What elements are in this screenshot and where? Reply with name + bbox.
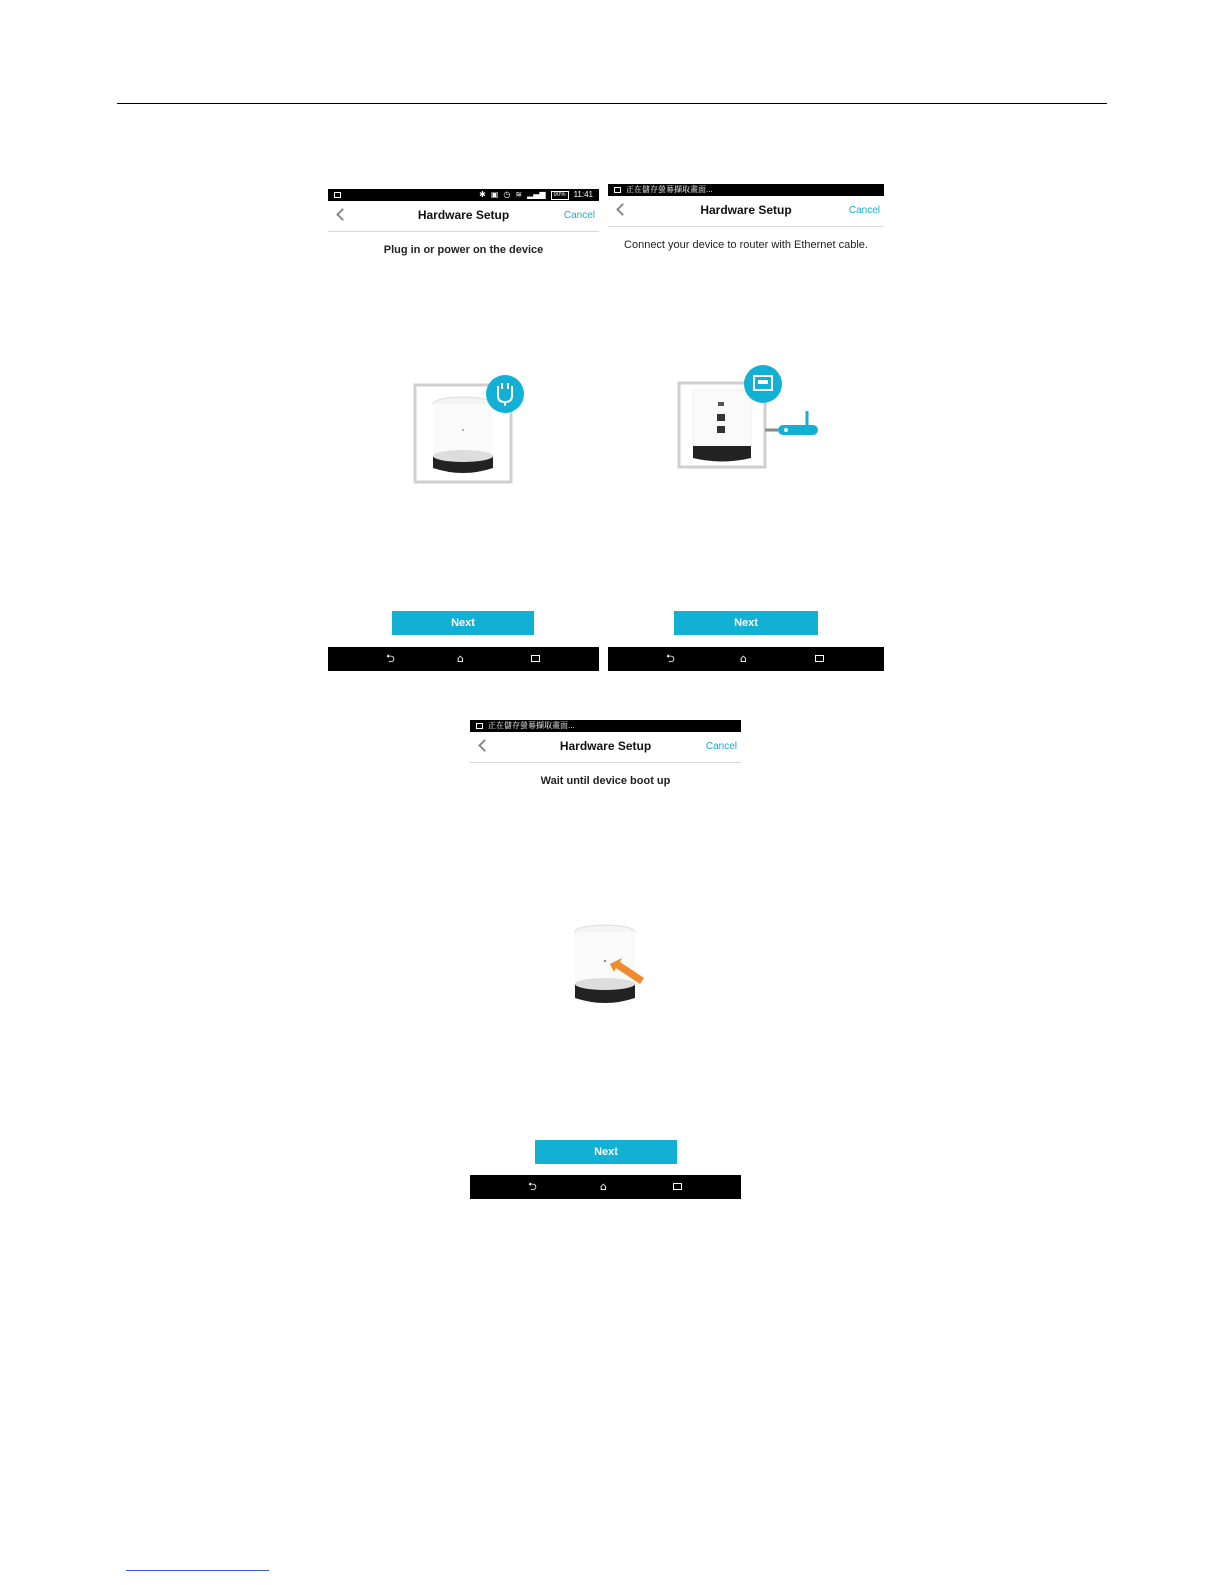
navigation-bar — [608, 647, 884, 671]
screen-ethernet — [608, 184, 884, 671]
header-title: Hardware Setup — [700, 203, 792, 217]
header-title: Hardware Setup — [559, 739, 652, 753]
instruction-text: Connect your device to router with Ethernet cable. — [624, 239, 868, 251]
nav-recent-icon[interactable] — [815, 655, 824, 662]
bluetooth-icon: ✱ — [479, 190, 486, 199]
screen-boot-up — [470, 720, 741, 1199]
status-bar — [328, 189, 599, 201]
nfc-icon: ▣ — [490, 190, 499, 199]
next-button[interactable]: Next — [392, 611, 534, 635]
cancel-button[interactable]: Cancel — [705, 741, 737, 752]
status-text: 正在儲存螢幕擷取畫面... — [626, 185, 713, 194]
nav-back-icon[interactable]: ⮌ — [386, 652, 395, 665]
screenshot-icon — [334, 192, 341, 198]
device-plug-illustration — [412, 374, 527, 486]
status-time: 11:41 — [573, 190, 593, 199]
alarm-icon: ◷ — [503, 190, 511, 199]
cancel-button[interactable]: Cancel — [848, 205, 880, 216]
app-header — [470, 732, 741, 763]
navigation-bar — [470, 1175, 741, 1199]
screenshot-icon — [614, 187, 621, 193]
device-ethernet-illustration — [676, 364, 826, 469]
cancel-button[interactable]: Cancel — [563, 210, 595, 221]
app-header — [608, 196, 884, 227]
plug-icon — [486, 375, 524, 413]
nav-recent-icon[interactable] — [673, 1183, 682, 1190]
navigation-bar — [328, 647, 599, 671]
nav-home-icon[interactable]: ⌂ — [600, 1180, 607, 1193]
nav-home-icon[interactable]: ⌂ — [457, 652, 464, 665]
nav-home-icon[interactable]: ⌂ — [740, 652, 747, 665]
status-bar — [470, 720, 741, 732]
nav-recent-icon[interactable] — [531, 655, 540, 662]
status-bar — [608, 184, 884, 196]
nav-back-icon[interactable]: ⮌ — [528, 1180, 537, 1193]
wifi-icon: ≋ — [515, 190, 523, 199]
instruction-text: Plug in or power on the device — [383, 244, 544, 256]
signal-icon: ▂▄▆ — [527, 190, 546, 199]
footer-link-underline — [126, 1570, 269, 1571]
header-title: Hardware Setup — [417, 208, 510, 222]
device-boot-illustration — [570, 920, 655, 1010]
nav-back-icon[interactable]: ⮌ — [666, 652, 675, 665]
next-button[interactable]: Next — [535, 1140, 677, 1164]
instruction-text: Wait until device boot up — [540, 775, 671, 787]
next-button[interactable]: Next — [674, 611, 818, 635]
screen-plug-in — [328, 189, 599, 671]
app-header — [328, 201, 599, 232]
battery-indicator: 90% — [551, 191, 569, 200]
status-text: 正在儲存螢幕擷取畫面... — [488, 721, 575, 730]
screenshot-icon — [476, 723, 483, 729]
page-top-rule — [117, 103, 1107, 104]
